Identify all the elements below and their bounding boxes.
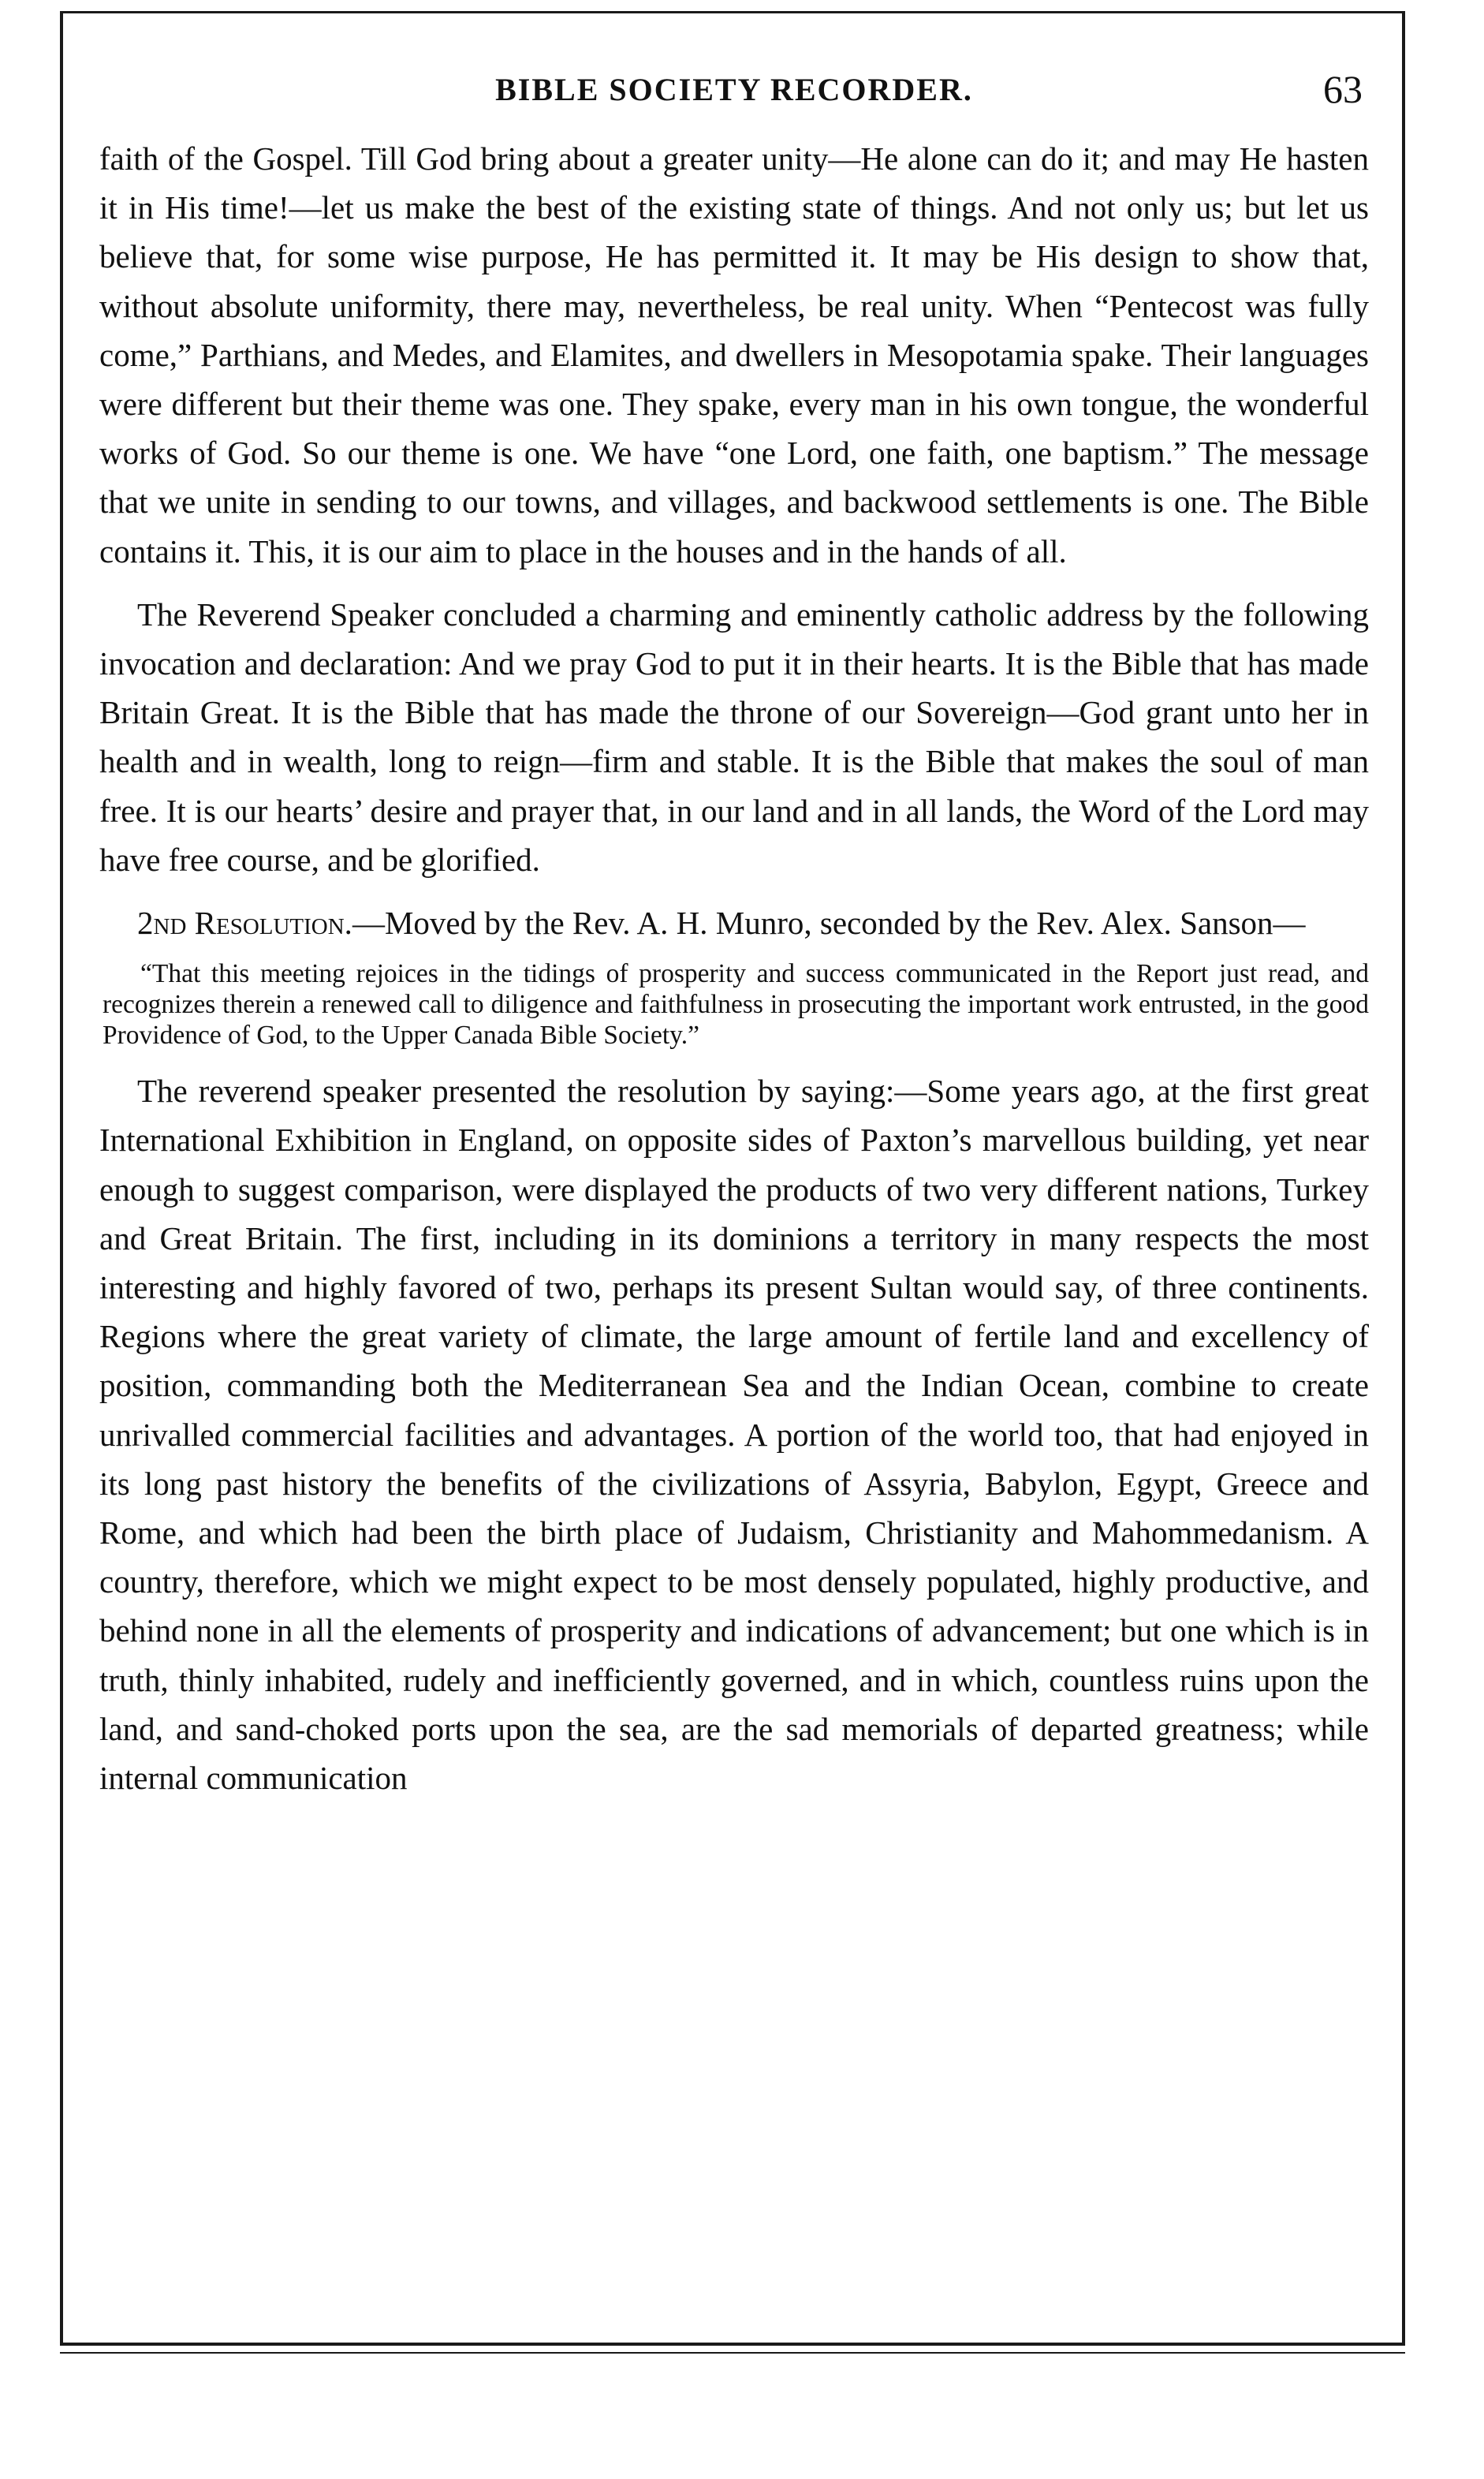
running-title: BIBLE SOCIETY RECORDER.	[495, 72, 973, 107]
resolution-heading	[99, 898, 1369, 947]
paragraph-continuation: faith of the Gospel. Till God bring about a greater unity—He alone can do it; and may He hasten it in His time!—let us make the best of the existing state of things. And not only us; but let us believe that, for some wise purpose, He has permitted it. It may be His design to show that, without absolute uniformity, there may, nevertheless, be real unity. When “Pentecost was fully come,” Parthians, and Medes, and Elamites, and dwellers in Mesopotamia spake. Their languages were different but their theme was one. They spake, every man in his own tongue, the wonderful works of God. So our theme is one. We have “one Lord, one faith, one baptism.” The message that we unite in sending to our towns, and villages, and backwood settlements is one. The Bible contains it. This, it is our aim to place in the houses and in the hands of all.	[99, 140, 1369, 569]
paragraph-speaker-address: The reverend speaker presented the resolution by saying:—Some years ago, at the first great International Exhibition in England, on opposite sides of Paxton’s marvellous building, yet near enough to suggest comparison, were displayed the products of two very different nations, Turkey and Great Britain. The first, including in its dominions a territory in many respects the most interesting and highly favored of two, perhaps its present Sultan would say, of three continents. Regions where the great variety of climate, the large amount of fertile land and excellency of position, commanding both the Mediterranean Sea and the Indian Ocean, combine to create unrivalled commercial facilities and advantages. A portion of the world too, that had enjoyed in its long past history the benefits of the civilizations of Assyria, Babylon, Egypt, Greece and Rome, and which had been the birth place of Judaism, Christianity and Mahommedanism. A country, therefore, which we might expect to be most densely populated, highly productive, and behind none in all the elements of prosperity and indications of advancement; but one which is in truth, thinly inhabited, rudely and inefficiently governed, and in which, countless ruins upon the land, and sand-choked ports upon the sea, are the sad memorials of departed greatness; while internal communication	[99, 1073, 1369, 1797]
bottom-rule	[60, 2352, 1405, 2354]
resolution-text: —Moved by the Rev. A. H. Munro, seconded by the Rev. Alex. Sanson—	[352, 905, 1306, 942]
paragraph-reverend-speaker: The Reverend Speaker concluded a charming and eminently catholic address by the following invocation and declaration: And we pray God to put it in their hearts. It is the Bible that has made Britain Great. It is the Bible that has made the throne of our Sovereign—God grant unto her in health and in wealth, long to reign—firm and stable. It is the Bible that makes the soul of man free. It is our hearts’ desire and prayer that, in our land and in all lands, the Word of the Lord may have free course, and be glorified.	[99, 595, 1369, 878]
resolution-quote: “That this meeting rejoices in the tidings of prosperity and success communicated in the Report just read, and recognizes therein a renewed call to diligence and faithfulness in prosecuting the important work entrusted, in the good Providence of God, to the Upper Canada Bible Society.”	[103, 959, 1369, 1051]
resolution-label: 2nd Resolution.	[137, 905, 352, 942]
page-number: 63	[1323, 67, 1363, 111]
page-content	[99, 67, 1369, 1802]
running-head	[99, 67, 1369, 126]
paragraph-gap	[99, 576, 1369, 590]
paragraph-gap	[99, 884, 1369, 898]
